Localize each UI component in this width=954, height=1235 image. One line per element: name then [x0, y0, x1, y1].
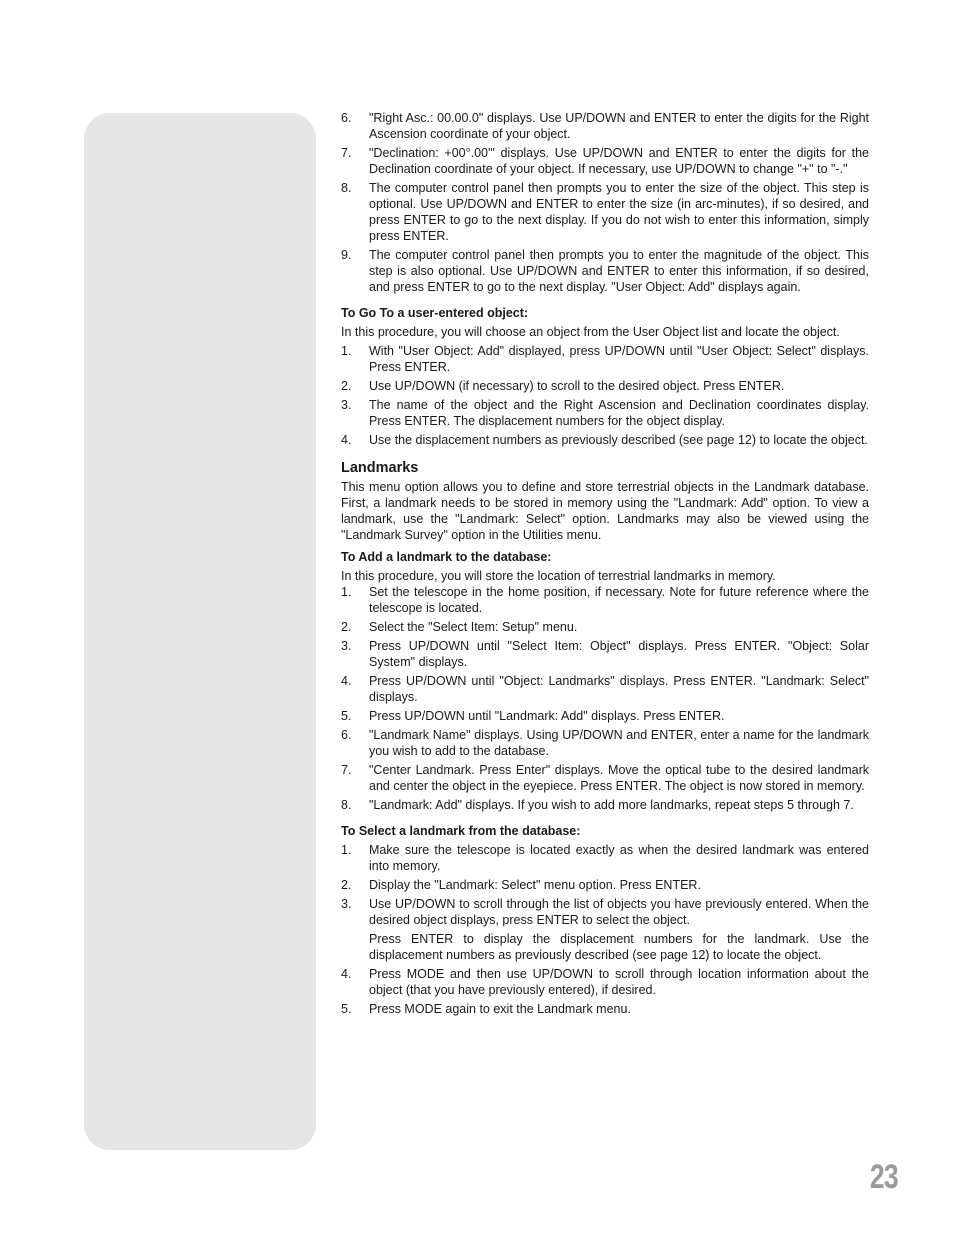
step-number: 3. [341, 398, 352, 412]
list-item [341, 727, 869, 759]
step-number: 4. [341, 967, 352, 981]
select-steps-list [341, 842, 869, 1017]
select-heading: To Select a landmark from the database: [341, 824, 581, 838]
step-text: With "User Object: Add" displayed, press UP/DOWN until "User Object: Select" displays. Press ENTER. [369, 344, 869, 374]
step-number: 2. [341, 878, 352, 892]
list-item [341, 110, 869, 142]
list-item [341, 966, 869, 998]
step-number: 1. [341, 585, 352, 599]
add-heading: To Add a landmark to the database: [341, 550, 552, 564]
step-text: Make sure the telescope is located exactly as when the desired landmark was entered into memory. [369, 843, 869, 873]
step-text-continued: Press ENTER to display the displacement numbers for the landmark. Use the displacement numbers as previously described (see page 12) to locate the object. [369, 932, 869, 962]
step-text: The computer control panel then prompts you to enter the size of the object. This step is optional. Use UP/DOWN and ENTER to enter the size (in arc-minutes), if so desired, and press ENTER to go to the next display. If you do not wish to enter this information, simply press ENTER. [369, 181, 869, 243]
step-number: 8. [341, 181, 352, 195]
step-number: 5. [341, 709, 352, 723]
step-text: Display the "Landmark: Select" menu option. Press ENTER. [369, 878, 701, 892]
list-item [341, 797, 869, 813]
step-text: Press UP/DOWN until "Object: Landmarks" displays. Press ENTER. "Landmark: Select" displays. [369, 674, 869, 704]
step-number: 3. [341, 639, 352, 653]
step-number: 9. [341, 248, 352, 262]
list-item [341, 378, 869, 394]
page-number: 23 [870, 1158, 898, 1196]
step-number: 1. [341, 843, 352, 857]
step-text: "Center Landmark. Press Enter" displays. Move the optical tube to the desired landmark and center the object in the eyepiece. Press ENTER. The object is now stored in memory. [369, 763, 869, 793]
steps-top-list [341, 110, 869, 295]
step-text: Select the "Select Item: Setup" menu. [369, 620, 578, 634]
step-text: The computer control panel then prompts you to enter the magnitude of the object. This step is also optional. Use UP/DOWN and ENTER to enter this information, if so desired, and press ENTER to go to the next display. "User Object: Add" displays again. [369, 248, 869, 294]
step-number: 7. [341, 146, 352, 160]
list-item [341, 673, 869, 705]
step-text: Press UP/DOWN until "Select Item: Object" displays. Press ENTER. "Object: Solar System" displays. [369, 639, 869, 669]
list-item [341, 432, 869, 448]
step-number: 6. [341, 111, 352, 125]
step-number: 5. [341, 1002, 352, 1016]
step-number: 6. [341, 728, 352, 742]
step-text: Use UP/DOWN (if necessary) to scroll to the desired object. Press ENTER. [369, 379, 785, 393]
step-number: 4. [341, 674, 352, 688]
list-item [341, 180, 869, 244]
list-item [341, 877, 869, 893]
list-item [341, 584, 869, 616]
landmarks-intro: This menu option allows you to define and store terrestrial objects in the Landmark database. First, a landmark needs to be stored in memory using the "Landmark: Add" option. To view a landmark, use the "Landmark: Select" option. Landmarks may also be viewed using the "Landmark Survey" option in the Utilities menu. [341, 480, 869, 542]
step-text: The name of the object and the Right Ascension and Declination coordinates display. Press ENTER. The displacement numbers for the object display. [369, 398, 869, 428]
goto-intro: In this procedure, you will choose an object from the User Object list and locate the object. [341, 325, 840, 339]
list-item [341, 397, 869, 429]
step-text: "Declination: +00°.00'" displays. Use UP/DOWN and ENTER to enter the digits for the Declination coordinate of your object. If necessary, use UP/DOWN to change "+" to "-." [369, 146, 869, 176]
list-item [341, 145, 869, 177]
step-text: Set the telescope in the home position, if necessary. Note for future reference where the telescope is located. [369, 585, 869, 615]
add-steps-list [341, 584, 869, 813]
step-text: Press MODE and then use UP/DOWN to scroll through location information about the object (that you have previously entered), if desired. [369, 967, 869, 997]
landmarks-title: Landmarks [341, 460, 419, 476]
step-number: 7. [341, 763, 352, 777]
goto-steps-list [341, 343, 869, 448]
list-item [341, 343, 869, 375]
page-content [341, 110, 869, 1020]
step-text: "Right Asc.: 00.00.0" displays. Use UP/DOWN and ENTER to enter the digits for the Right Ascension coordinate of your object. [369, 111, 869, 141]
step-number: 3. [341, 897, 352, 911]
step-number: 2. [341, 620, 352, 634]
list-item [341, 842, 869, 874]
list-item [341, 1001, 869, 1017]
list-item [341, 708, 869, 724]
step-text: "Landmark Name" displays. Using UP/DOWN and ENTER, enter a name for the landmark you wish to add to the database. [369, 728, 869, 758]
step-text: Use the displacement numbers as previously described (see page 12) to locate the object. [369, 433, 868, 447]
step-text: Use UP/DOWN to scroll through the list of objects you have previously entered. When the desired object displays, press ENTER to select the object. [369, 897, 869, 927]
sidebar-panel [84, 113, 316, 1150]
goto-heading: To Go To a user-entered object: [341, 306, 529, 320]
add-intro: In this procedure, you will store the location of terrestrial landmarks in memory. [341, 569, 776, 583]
list-item [341, 247, 869, 295]
list-item [341, 638, 869, 670]
list-item [341, 619, 869, 635]
step-text: Press MODE again to exit the Landmark menu. [369, 1002, 631, 1016]
step-text: Press UP/DOWN until "Landmark: Add" displays. Press ENTER. [369, 709, 725, 723]
step-text: "Landmark: Add" displays. If you wish to add more landmarks, repeat steps 5 through 7. [369, 798, 854, 812]
step-number: 8. [341, 798, 352, 812]
list-item [341, 762, 869, 794]
step-number: 1. [341, 344, 352, 358]
step-number: 2. [341, 379, 352, 393]
list-item [341, 896, 869, 963]
step-number: 4. [341, 433, 352, 447]
